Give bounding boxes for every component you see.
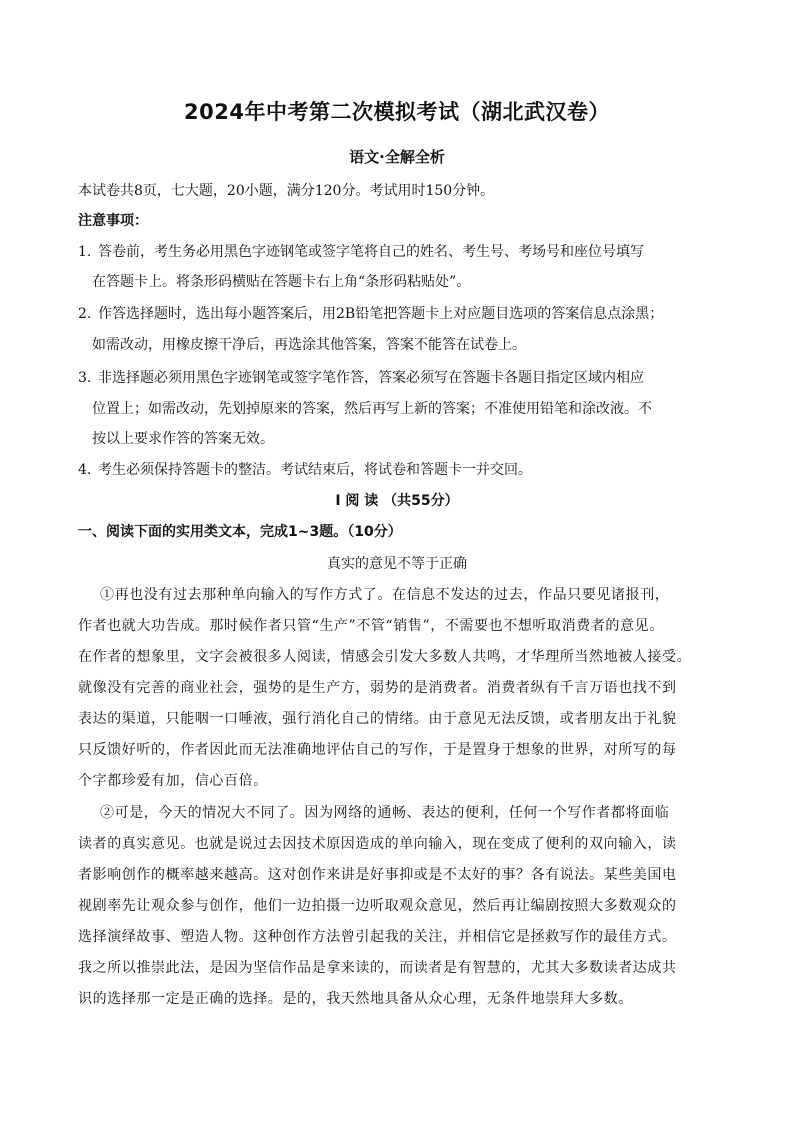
paragraph-line: 视剧率先让观众参与创作，他们一边拍摄一边听取观众意见，然后再让编剧按照大多数观众的 (78, 898, 677, 914)
note-number: 3. (78, 370, 92, 386)
note-text: 非选择题必须用黑色字迹钢笔或签字笔作答，答案必须写在答题卡各题目指定区域内相应 (98, 370, 644, 386)
paragraph-line: 就像没有完善的商业社会，强势的是生产方，弱势的是消费者。消费者纵有千言万语也找不到 (78, 680, 677, 696)
paragraph-line: ①再也没有过去那种单向输入的写作方式了。在信息不发达的过去，作品只要见诸报刊， (100, 587, 670, 603)
paragraph-line: 选择演绎故事、塑造人物。这种创作方法曾引起我的关注，并相信它是拯救写作的最佳方式。 (78, 929, 677, 945)
note-3-cont: 位置上；如需改动，先划掉原来的答案，然后再写上新的答案；不准使用铅笔和涂改液。不 (92, 401, 652, 417)
paragraph-line: 个字都珍爱有加，信心百倍。 (78, 773, 268, 789)
note-text: 答卷前，考生务必用黑色字迹钢笔或签字笔将自己的姓名、考生号、考场号和座位号填写 (98, 244, 644, 260)
paragraph-line: 我之所以推崇此法，是因为坚信作品是拿来读的，而读者是有智慧的，尤其大多数读者达成共 (78, 960, 677, 976)
note-1-cont: 在答题卡上。将条形码横贴在答题卡右上角“条形码粘贴处”。 (92, 274, 471, 290)
paragraph-line: 表达的渠道，只能咽一口唾液，强行消化自己的情绪。由于意见无法反馈，或者朋友出于礼貌 (78, 711, 677, 727)
note-number: 4. (78, 462, 92, 478)
exam-subtitle: 语文·全解全析 (349, 148, 445, 166)
note-1 (78, 241, 728, 261)
paragraph-line: 者影响创作的概率越来越高。这对创作来讲是好事抑或是不太好的事？各有说法。某些美国电 (78, 867, 677, 883)
section-heading: I 阅 读 （共55分） (335, 493, 459, 509)
paragraph-line: 识的选择那一定是正确的选择。是的，我天然地具备从众心理，无条件地崇拜大多数。 (78, 991, 633, 1007)
paragraph-line: 读者的真实意见。也就是说过去因技术原因造成的单向输入，现在变成了便利的双向输入，读 (78, 836, 677, 852)
paragraph-line: 作者也就大功告成。那时候作者只管“生产”不管“销售”，不需要也不想听取消费者的意见。 (78, 618, 664, 634)
note-3 (78, 367, 728, 387)
note-2-cont: 如需改动，用橡皮擦干净后，再选涂其他答案，答案不能答在试卷上。 (92, 337, 526, 353)
note-number: 1. (78, 244, 92, 260)
paragraph-line: 只反馈好听的，作者因此而无法准确地评估自己的写作，于是置身于想象的世界，对所写的每 (78, 742, 677, 758)
paragraph-line: 在作者的想象里，文字会被很多人阅读，情感会引发大多数人共鸣，才华理所当然地被人接受。 (78, 649, 692, 665)
article-title: 真实的意见不等于正确 (327, 556, 467, 572)
paragraph-line: ②可是，今天的情况大不同了。因为网络的通畅、表达的便利，任何一个写作者都将面临 (100, 805, 670, 821)
exam-intro: 本试卷共8页，七大题，20小题，满分120分。考试用时150分钟。 (78, 183, 495, 199)
note-number: 2. (78, 306, 92, 322)
note-4 (78, 459, 728, 479)
note-2 (78, 303, 728, 323)
note-text: 作答选择题时，选出每小题答案后，用2B铅笔把答题卡上对应题目选项的答案信息点涂黑； (98, 306, 664, 322)
note-text: 考生必须保持答题卡的整洁。考试结束后，将试卷和答题卡一并交回。 (98, 462, 532, 478)
notes-heading: 注意事项： (78, 213, 148, 229)
exam-title: 2024年中考第二次模拟考试（湖北武汉卷） (184, 100, 610, 124)
note-3-cont: 按以上要求作答的答案无效。 (92, 431, 274, 447)
question-heading: 一、阅读下面的实用类文本，完成1~3题。（10分） (78, 524, 402, 540)
